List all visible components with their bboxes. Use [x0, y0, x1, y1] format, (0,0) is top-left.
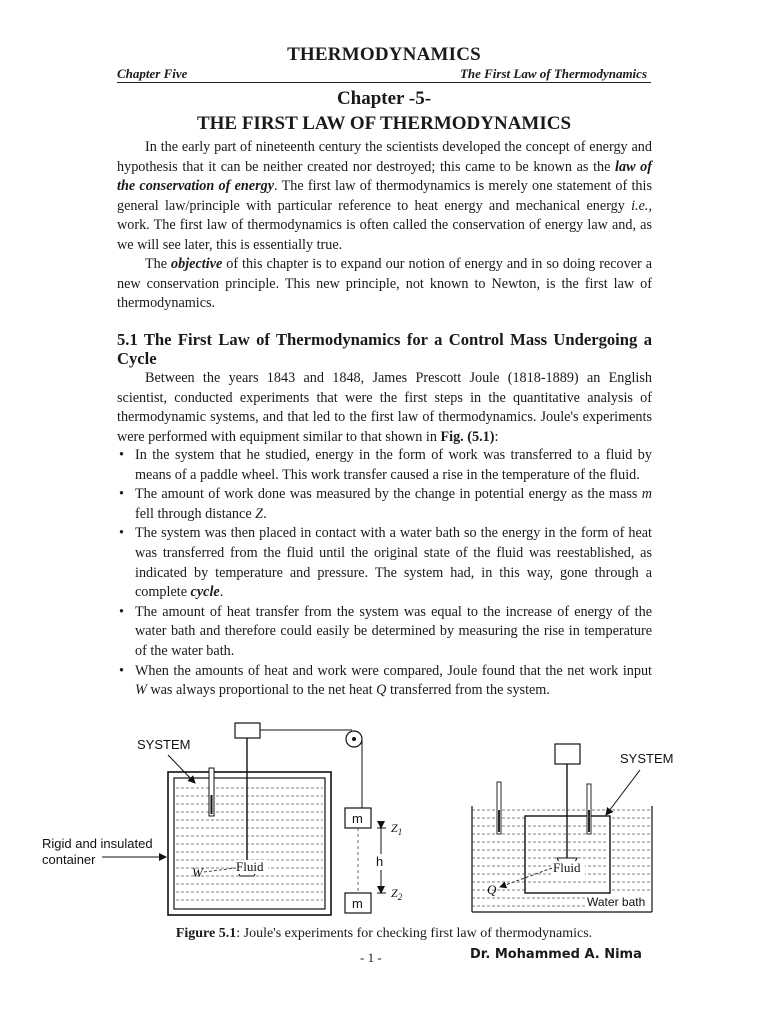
intro-paragraph-1: In the early part of nineteenth century the scientists developed the concept of energy and hypothesis that it can be neither created nor destroyed; this came to be known as the law of the conservation of energy. The first law of thermodynamics is merely one statement of this general law/principle with particular reference to heat energy and mechanical energy i.e., work. The first law of thermodynamics is often called the conservation of energy law and, as we will see later, this is essentially true. — [117, 139, 652, 253]
heat-label: Q — [487, 882, 497, 897]
left-apparatus — [42, 723, 403, 915]
bullet-icon: • — [119, 662, 124, 679]
z1-label: $Z_1$ — [391, 821, 403, 837]
z2-label: $Z_2$ — [391, 886, 403, 902]
water-bath-label: Water bath — [587, 895, 646, 909]
container-label-line2: container — [42, 852, 96, 867]
weight-block-icon — [555, 744, 580, 764]
page-number: - 1 - — [360, 950, 382, 965]
intro-text — [117, 138, 652, 314]
svg-text:m: m — [352, 896, 363, 911]
work-label: W — [192, 865, 203, 880]
right-apparatus — [472, 744, 673, 912]
bullet-list — [117, 446, 652, 701]
section-paragraph: Between the years 1843 and 1848, James Prescott Joule (1818-1889) an English scientist, conducted experiments that were the first steps in the quantitative analysis of thermodynamic systems, and that led to the first law of thermodynamics. Joule's experiments were performed with equipment similar to that shown in Fig. (5.1): — [117, 370, 652, 445]
pulley-drum-icon — [235, 723, 260, 738]
fluid-label-left: Fluid — [236, 859, 264, 874]
chapter-title: THE FIRST LAW OF THERMODYNAMICS — [196, 113, 572, 134]
container-label-line1: Rigid and insulated — [42, 836, 153, 851]
running-header — [117, 66, 651, 83]
list-item: • The amount of work done was measured by the change in potential energy as the mass m fell through distance Z. — [119, 486, 652, 522]
chapter-label: Chapter Five — [117, 66, 188, 81]
insulated-container — [168, 772, 331, 915]
bullet-icon: • — [119, 603, 124, 620]
chapter-number: Chapter -5- — [336, 88, 432, 109]
system-label-right: SYSTEM — [620, 751, 674, 766]
bullet-icon: • — [119, 525, 124, 542]
intro-paragraph-2: The objective of this chapter is to expand our notion of energy and in so doing recover a new conservation principle. This new principle, not known to Newton, is the first law of thermodynamics. — [117, 256, 653, 311]
bullet-icon: • — [119, 447, 124, 463]
book-title: THERMODYNAMICS — [287, 44, 481, 65]
figure-caption: Figure 5.1: Joule's experiments for checking first law of thermodynamics. — [175, 926, 593, 941]
joule-experiment-figure — [0, 720, 768, 935]
section-heading: 5.1 The First Law of Thermodynamics for a Control Mass Undergoing a Cycle — [117, 330, 652, 368]
list-item: • The system was then placed in contact with a water bath so the energy in the form of heat was transferred from the fluid until the original state of the fluid was reestablished, as indicated by temperature and pressure. The system had, in this way, gone through a complete cycle. — [119, 525, 652, 601]
svg-text:m: m — [352, 811, 363, 826]
height-label: h — [376, 854, 384, 869]
list-item: • When the amounts of heat and work were compared, Joule found that the net work input W was always proportional to the net heat Q transferred from the system. — [119, 662, 652, 699]
fluid-label-right: Fluid — [553, 860, 581, 875]
author-name: Dr. Mohammed A. Nima — [470, 947, 642, 962]
list-item: • In the system that he studied, energy in the form of work was transferred to a fluid by means of a paddle wheel. This work transfer caused a rise in the temperature of the fluid. — [119, 447, 652, 483]
bullet-icon: • — [119, 486, 124, 503]
system-label-left: SYSTEM — [137, 737, 191, 752]
running-title: The First Law of Thermodynamics — [459, 66, 647, 81]
figure-reference: Fig. (5.1) — [440, 428, 495, 445]
list-item: • The amount of heat transfer from the system was equal to the increase of energy of the water bath and therefore could easily be determined by measuring the rise in temperature of the water bath. — [119, 603, 652, 659]
